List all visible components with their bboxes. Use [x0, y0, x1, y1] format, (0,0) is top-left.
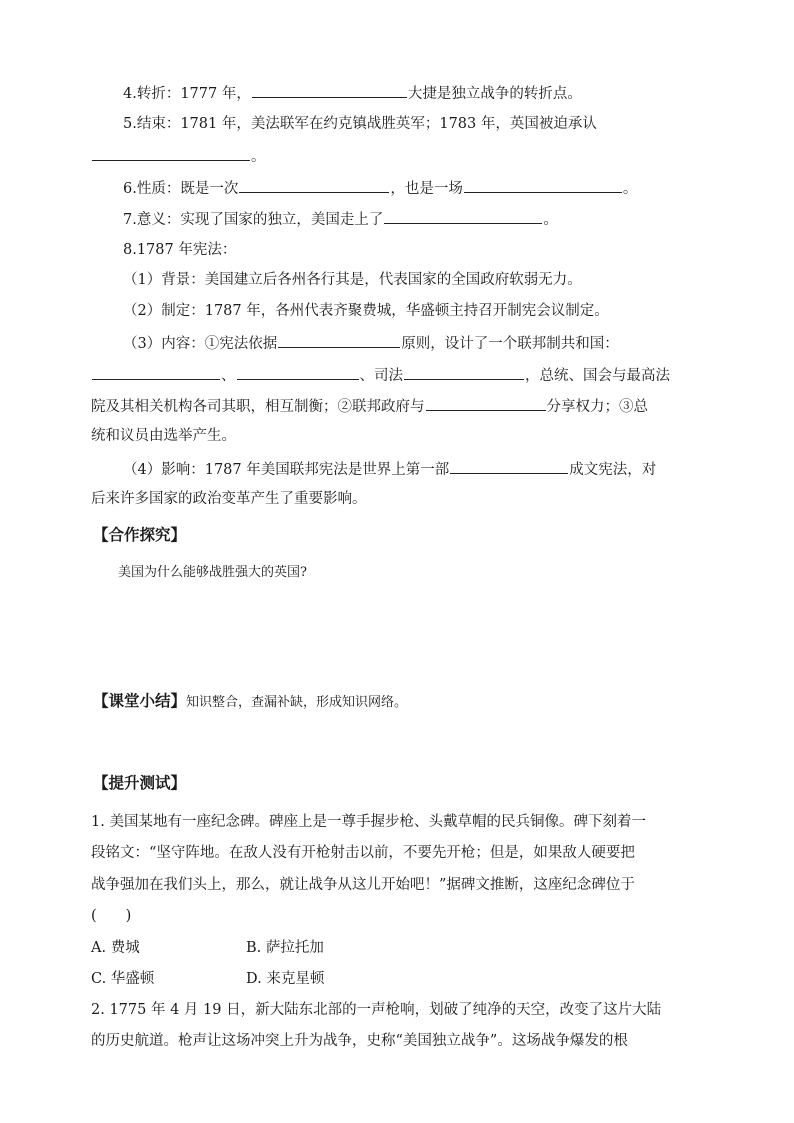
item-5-line1: 5.结束：1781 年，美法联军在约克镇战胜英军；1783 年，英国被迫承认 [123, 116, 597, 132]
item-7 [123, 208, 558, 230]
content-post: 分享权力；③总 [546, 399, 648, 415]
content-post: 原则，设计了一个联邦制共和国： [401, 336, 619, 352]
item-5-line2 [91, 145, 266, 167]
q1-option-a[interactable]: A. 费城 [91, 940, 140, 956]
content-mid: 、司法 [359, 368, 403, 384]
q1-line3: 战争强加在我们头上，那么，就让战争从这儿开始吧！”据碑文推断，这座纪念碑位于 [91, 877, 635, 893]
q2-line1: 2. 1775 年 4 月 19 日，新大陆东北部的一声枪响，划破了纯净的天空，改变了这片大陆 [91, 1002, 662, 1018]
blank-field[interactable] [450, 458, 568, 474]
blank-field[interactable] [426, 395, 546, 411]
content-post: ，总统、国会与最高法 [525, 368, 670, 384]
content-pre: （3）内容：①宪法依据 [123, 336, 278, 352]
item-4-post: 大捷是独立战争的转折点。 [407, 86, 582, 102]
item-8-title: 8.1787 年宪法： [123, 242, 237, 258]
q2-line2: 的历史航道。枪声让这场冲突上升为战争，史称“美国独立战争”。这场战争爆发的根 [91, 1033, 628, 1049]
content-pre: 院及其相关机构各司其职，相互制衡；②联邦政府与 [91, 399, 425, 415]
item-6-pre: 6.性质：既是一次 [123, 181, 239, 197]
blank-field[interactable] [404, 364, 524, 380]
impact-post: 成文宪法，对 [569, 462, 657, 478]
item-8-formulation: （2）制定：1787 年，各州代表齐聚费城，华盛顿主持召开制宪会议制定。 [123, 303, 609, 319]
blank-field[interactable] [252, 82, 407, 98]
item-6-post: 。 [622, 181, 638, 197]
item-4-pre: 4.转折：1777 年， [123, 86, 251, 102]
blank-field[interactable] [384, 208, 542, 224]
item-8-content-line4: 统和议员由选举产生。 [91, 428, 236, 444]
test-heading: 【提升测试】 [93, 774, 187, 792]
item-6 [123, 177, 637, 199]
q1-answer-paren: ( ) [91, 908, 132, 924]
summary-line [93, 690, 407, 713]
cooperate-heading: 【合作探究】 [93, 526, 187, 544]
item-8-content-line3 [91, 395, 648, 417]
item-6-mid: ，也是一场 [390, 181, 463, 197]
blank-field[interactable] [278, 332, 400, 348]
item-5-post: 。 [251, 149, 266, 165]
item-7-pre: 7.意义：实现了国家的独立，美国走上了 [123, 212, 384, 228]
blank-field[interactable] [464, 177, 622, 193]
item-8-content-line1 [123, 332, 619, 354]
blank-field[interactable] [92, 145, 250, 161]
item-7-post: 。 [543, 212, 558, 228]
item-8-background: （1）背景：美国建立后各州各行其是，代表国家的全国政府软弱无力。 [123, 272, 582, 288]
blank-field[interactable] [92, 364, 220, 380]
q1-line2: 段铭文：“坚守阵地。在敌人没有开枪射击以前，不要先开枪；但是，如果敌人硬要把 [91, 845, 635, 861]
item-8-content-line2 [91, 364, 670, 386]
q1-option-d[interactable]: D. 来克星顿 [246, 971, 325, 987]
q1-option-b[interactable]: B. 萨拉托加 [246, 940, 324, 956]
item-8-impact-line2: 后来许多国家的政治变革产生了重要影响。 [91, 491, 367, 507]
item-8-impact-line1 [123, 458, 656, 480]
q1-line1: 1. 美国某地有一座纪念碑。碑座上是一尊手握步枪、头戴草帽的民兵铜像。碑下刻着一 [91, 814, 646, 830]
blank-field[interactable] [237, 364, 359, 380]
cooperate-question: 美国为什么能够战胜强大的英国? [118, 565, 307, 580]
q1-option-c[interactable]: C. 华盛顿 [91, 971, 155, 987]
blank-field[interactable] [239, 177, 389, 193]
summary-text: 知识整合，查漏补缺，形成知识网络。 [186, 695, 408, 710]
summary-heading: 【课堂小结】 [93, 692, 187, 710]
item-4 [123, 82, 582, 104]
impact-pre: （4）影响：1787 年美国联邦宪法是世界上第一部 [123, 462, 450, 478]
separator: 、 [221, 368, 236, 384]
